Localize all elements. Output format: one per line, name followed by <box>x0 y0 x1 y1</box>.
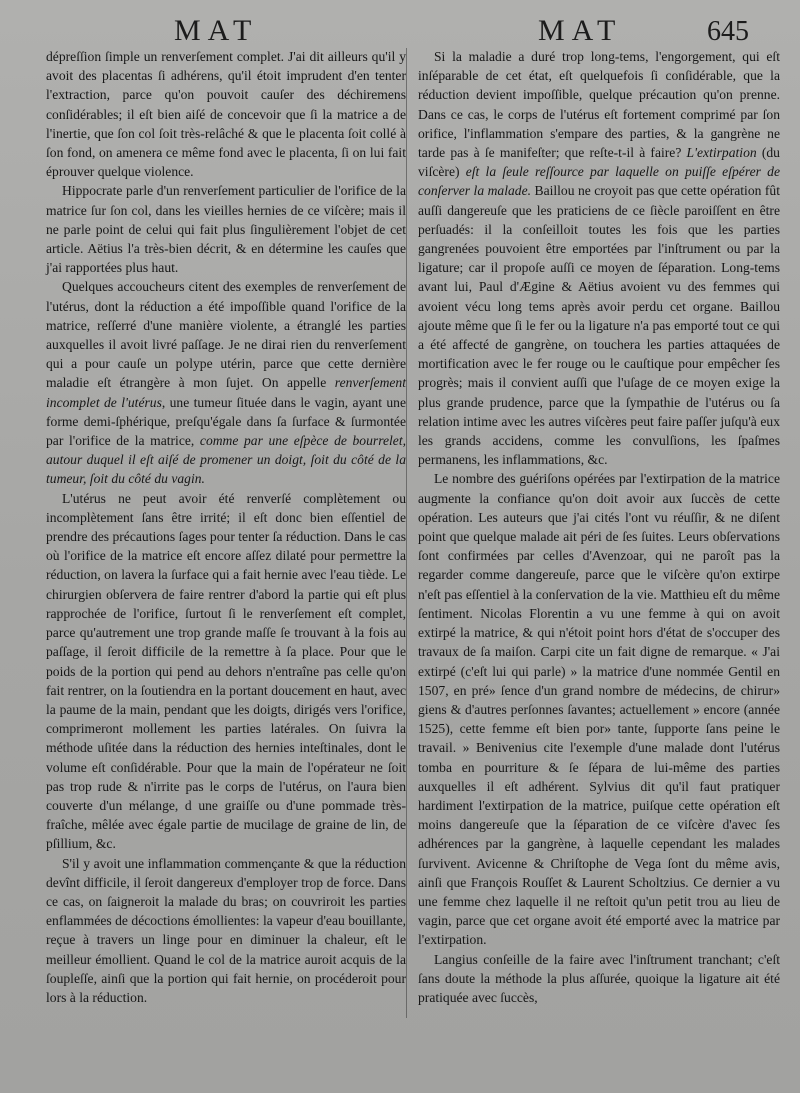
left-paragraph-1: dépreſſion ſimple un renverſement complet. J'ai dit ailleurs qu'il y avoit des placentas ſi adhérens, qu'il étoit imprudent d'en tenter l'extraction, parce qu'on pouvoit cauſer des déchiremens conſidérables; il eſt bien aiſé de concevoir que ſi la matrice a de l'inertie, que ſon col ſoit très-relâché & que le placenta ſoit collé à ſon fond, on amenera ce même fond avec le placenta, ſi on lui fait éprouver quelque violence. <box>46 49 406 180</box>
right-paragraph-1 <box>418 47 780 469</box>
right-paragraph-3: Langius conſeille de la faire avec l'inſtrument tranchant; c'eſt ſans doute la méthode la plus aſſurée, quoique la ligature ait été pratiquée avec ſuccès, <box>418 951 780 1005</box>
running-header <box>0 10 800 50</box>
left-paragraph-2: Hippocrate parle d'un renverſement particulier de l'orifice de la matrice ſur ſon col, dans les vieilles hernies de ce viſcère; mais il ne parle point de celui qui fait plus ſingulièrement l'objet de cet article. Aëtius l'a très-bien décrit, & en détermine les cauſes que j'ai rapportées plus haut. <box>46 183 406 276</box>
column-divider <box>406 48 407 1018</box>
left-column <box>46 47 406 1007</box>
right-paragraph-1-text-b: (du viſcère) <box>418 145 780 180</box>
right-paragraph-2: Le nombre des guériſons opérées par l'extirpation de la matrice augmente la confiance qu'on doit avoir aux ſuccès de cette opération. Les auteurs que j'ai cités l'ont vu réuſſir, & ne diſent point que quelque malade ait péri de ſes ſuites. Leurs obſervations ſont confirmées par celles d'Avenzoar, qui ne paroît pas la regarder comme dangereuſe, parce que le viſcère qu'on extirpe n'eſt pas eſſentiel à la conſervation de la vie. Matthieu eſt du même ſentiment. Nicolas Florentin a vu une femme à qui on avoit extirpé la matrice, & qui n'étoit point hors d'état de s'occuper des travaux de ſa maiſon. Carpi cite un fait digne de remarque. « J'ai extirpé (c'eſt lui qui parle) » la matrice d'une nommée Gentil en 1507, en pré» ſence d'un grand nombre de médecins, de chirur» giens & d'autres perſonnes ſavantes; actuellement » encore (année 1525), cette femme eſt bien por» tante, ſupporte ſans peine le travail. » Benivenius cite l'exemple d'une malade dont l'utérus tomba en pourriture & ſe ſépara de lui-même des parties auxquelles il eſt adhérent. Sylvius dit qu'il faut pratiquer hardiment l'extirpation de la matrice, puiſque cette opération eſt moins dangereuſe que la ſéparation de ce viſcère d'avec ſes adhérences par la gangrène, à laquelle cependant les malades ſurvivent. Avicenne & Chriſtophe de Vega ſont du même avis, ainſi que François Rouſſet & Laurent Scholtzius. Ce dernier a vu une femme chez laquelle il ne reſtoit qu'un petit trou au lieu de vagin, parce que cet organe avoit été emporté avec la matrice par l'extirpation. <box>418 471 780 948</box>
left-paragraph-3 <box>46 277 406 488</box>
right-paragraph-1-text-a: Si la maladie a duré trop long-tems, l'engorgement, qui eſt inſéparable de cet état, eſt quelquefois ſi conſidérable, que la réduction devient impoſſible, quelque précaution qu'on prenne. Dans ce cas, le corps de l'utérus eſt fortement comprimé par ſon orifice, l'inflammation s'empare des parties, & la gangrène ne tarde pas à ſe manifeſter; que reſte-t-il à faire? <box>418 49 780 161</box>
right-paragraph-1-emphasis-2: eſt la ſeule reſſource par laquelle on puiſſe eſpérer de conſerver la malade. <box>418 164 780 199</box>
left-paragraph-3-text-a: Quelques accoucheurs citent des exemples de renverſement de l'utérus, dont la réduction a été impoſſible quand l'orifice de la matrice, reſſerré d'une manière violente, a étranglé les parties auxquelles il avoit livré paſſage. Je ne dirai rien du renverſement qui a pour cauſe un polype utérin, parce que cette dernière maladie eſt étrangère à mon ſujet. On appelle <box>46 279 406 391</box>
left-paragraph-3-text-b: , une tumeur ſituée dans le vagin, ayant une forme demi-ſphérique, preſqu'égale dans ſa ſurface & ſurmontée par l'orifice de la matrice, <box>46 394 406 449</box>
left-paragraph-4: L'utérus ne peut avoir été renverſé complètement ou incomplètement ſans être irrité; il eſt donc bien eſſentiel de prendre des précautions ſages pour tenter ſa réduction. Dans le cas où l'orifice de la matrice eſt encore aſſez dilaté pour permettre la réduction, on lavera la ſurface qui a fait hernie avec l'eau tiède. Le chirurgien obſervera de faire rentrer d'abord la partie qui eſt plus rapprochée de l'orifice, ſurtout ſi le renverſement eſt complet, parce qu'autrement une trop grande maſſe ſe trouvant à la fois au paſſage, il ſeroit difficile de la remettre à ſa place. Pour que le poids de la portion qui pend au dehors n'entraîne pas celle qu'on fait rentrer, on la ſoutiendra en la portant doucement en haut, avec la paume de la main, pendant que les doigts, dirigés vers l'orifice, comprimeront mollement les parties latérales. On ſuivra la méthode uſitée dans la réduction des hernies inteſtinales, dont le volume eſt conſidérable. Pour que la main de l'opérateur ne ſoit pas trop rude & n'irrite pas le corps de l'utérus, on l'aura bien couverte d'un mélange, d une graiſſe ou d'une pommade très-fraîche, mêlée avec égale partie de mucilage de graine de lin, de pſillium, &c. <box>46 490 406 852</box>
header-right-title: MAT <box>538 14 623 47</box>
header-left-title: MAT <box>174 14 259 47</box>
left-paragraph-5: S'il y avoit une inflammation commençante & que la réduction devînt difficile, il ſeroit dangereux d'employer trop de force. Dans ce cas, on ſaigneroit la malade du bras; on couvriroit les parties enflammées de décoctions émollientes: la vapeur d'eau bouillante, reçue à travers un linge pour en diminuer la chaleur, eſt le meilleur émollient. Quand le col de la matrice auroit acquis de la ſoupleſſe, ainſi que la portion qui fait hernie, on procéderoit pour lors à la réduction. <box>46 855 406 1005</box>
right-paragraph-1-text-c: Baillou ne croyoit pas que cette opération fût auſſi dangereuſe que les praticiens de ce ſiècle paroiſſent en être perſuadés: il la conſeilloit toutes les fois que les parties gangrenées pouvoient être emportées par l'inſtrument ou par la ligature; car il propoſe auſſi ce moyen de ſéparation. Long-tems avant lui, Paul d'Ægine & Aëtius avoient vu des femmes qui avoient vécu long tems après avoir perdu cet organe. Baillou ajoute même que ſi le fer ou la ligature n'a pas emporté tout ce qui a été affecté de gangrène, on touchera les parties attaquées de mortification avec le fer rouge ou le cauſtique pour empêcher ſes progrès; mais il convient auſſi que l'uſage de ce moyen exige la plus grande prudence, parce que la ſympathie de l'utérus ou ſa relation intime avec les autres viſcères peut faire paſſer juſqu'à eux les grands accidens, comme les convulſions, les ſpaſmes permanens, les inflammations, &c. <box>418 183 781 468</box>
right-column <box>418 47 780 1007</box>
left-paragraph-3-emphasis-2: comme par une eſpèce de bourrelet, autour duquel il eſt aiſé de promener un doigt, ſoit du côté de la tumeur, ſoit du côté du vagin. <box>46 433 406 487</box>
page-number: 645 <box>707 16 749 47</box>
right-paragraph-1-emphasis-1: L'extirpation <box>686 145 757 161</box>
left-paragraph-3-emphasis-1: renverſement incomplet de l'utérus <box>46 375 406 410</box>
